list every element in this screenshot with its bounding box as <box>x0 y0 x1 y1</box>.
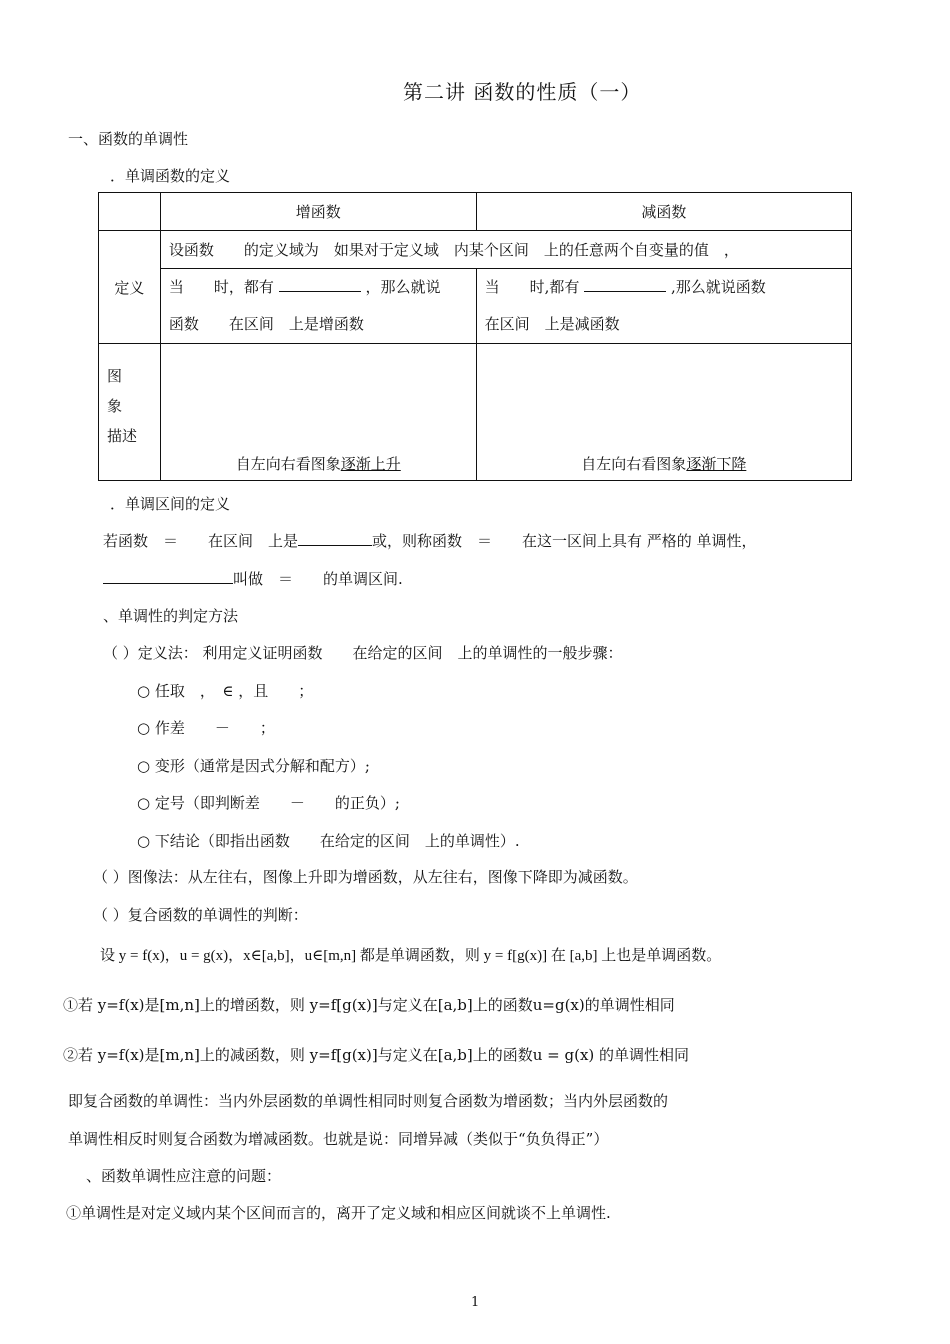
interval-fill-blank <box>298 531 372 546</box>
interval-text-b: 或，则称函数 ＝ 在这一区间上具有 严格的 单调性， <box>372 532 757 550</box>
decreasing-definition-cell <box>476 269 851 344</box>
composite-rule-1: ①若 y=f(x)是[m,n]上的增函数，则 y=f[g(x)]与定义在[a,b]上的函数u=g(x)的单调性相同 <box>63 996 675 1014</box>
page-number: 1 <box>471 1295 480 1310</box>
page-title: 第二讲 函数的性质（一） <box>403 80 642 104</box>
interval-definition-line1 <box>103 530 757 551</box>
note-1: ①单调性是对定义域内某个区间而言的，离开了定义域和相应区间就谈不上单调性. <box>66 1204 611 1222</box>
row-label-graph <box>99 344 161 481</box>
step-2: ○ 作差 － ； <box>137 719 275 737</box>
inc-conclusion-line: 函数 在区间 上是增函数 <box>168 315 364 333</box>
interval-name-blank <box>103 569 233 584</box>
inc-graph-keyword: 逐渐上升 <box>340 455 401 473</box>
section-heading-monotonicity: 一、函数的单调性 <box>68 130 189 148</box>
dec-fill-blank <box>584 277 666 292</box>
subheading-monotonic-definition: ．单调函数的定义 <box>110 167 231 185</box>
header-increasing: 增函数 <box>160 193 476 231</box>
definition-common-text: 设函数 的定义域为 如果对于定义域 内某个区间 上的任意两个自变量的值 ， <box>160 231 851 269</box>
header-decreasing: 减函数 <box>476 193 851 231</box>
method-composite: （ ）复合函数的单调性的判断： <box>93 906 308 924</box>
decreasing-graph-cell <box>476 344 851 481</box>
step-4: ○ 定号（即判断差 － 的正负）; <box>137 794 400 812</box>
subheading-methods: 、单调性的判定方法 <box>103 607 239 625</box>
composite-rule-2: ②若 y=f(x)是[m,n]上的减函数，则 y=f[g(x)]与定义在[a,b]上的函数u = g(x) 的单调性相同 <box>63 1046 690 1064</box>
method-graph: （ ）图像法：从左往右，图像上升即为增函数，从左往右，图像下降即为减函数。 <box>93 868 638 886</box>
step-1: ○ 任取 ， ∈ ，且 ； <box>137 682 314 700</box>
step-3: ○ 变形（通常是因式分解和配方）; <box>137 757 370 775</box>
increasing-graph-cell <box>160 344 476 481</box>
interval-text-c: 叫做 ＝ 的单调区间. <box>233 570 403 588</box>
dec-graph-prefix: 自左向右看图象 <box>581 455 687 473</box>
row-label-graph-line2: 描述 <box>107 427 138 445</box>
interval-definition-line2 <box>103 568 403 589</box>
definition-table <box>98 192 852 481</box>
method-definition: （ ）定义法： 利用定义证明函数 在给定的区间 上的单调性的一般步骤： <box>103 644 623 662</box>
dec-condition-text: 当 时,都有 <box>484 278 580 296</box>
increasing-definition-cell <box>160 269 476 344</box>
composite-statement: 设 y = f(x)，u = g(x)，x∈[a,b]，u∈[m,n] 都是单调函数，则 y = f[g(x)] 在 [a,b] 上也是单调函数。 <box>100 948 722 964</box>
step-5: ○ 下结论（即指出函数 在给定的区间 上的单调性）. <box>137 832 520 850</box>
inc-conclusion-text: ，那么就说 <box>365 278 441 296</box>
interval-text-a: 若函数 ＝ 在区间 上是 <box>103 532 299 550</box>
inc-graph-prefix: 自左向右看图象 <box>235 455 341 473</box>
inc-condition-text: 当 时，都有 <box>168 278 274 296</box>
dec-conclusion-line: 在区间 上是减函数 <box>484 315 620 333</box>
summary-line-1: 即复合函数的单调性：当内外层函数的单调性相同时则复合函数为增函数；当内外层函数的 <box>68 1092 669 1110</box>
table-corner-cell <box>99 193 161 231</box>
row-label-definition: 定义 <box>99 231 161 344</box>
inc-fill-blank <box>279 277 361 292</box>
dec-graph-keyword: 逐渐下降 <box>686 455 747 473</box>
subheading-interval-definition: ．单调区间的定义 <box>110 495 231 513</box>
dec-conclusion-text: ,那么就说函数 <box>670 278 766 296</box>
subheading-notes: 、函数单调性应注意的问题： <box>86 1167 282 1185</box>
row-label-graph-line1: 图 象 <box>107 367 138 415</box>
summary-line-2: 单调性相反时则复合函数为增减函数。也就是说：同增异减（类似于“负负得正”） <box>68 1130 609 1148</box>
